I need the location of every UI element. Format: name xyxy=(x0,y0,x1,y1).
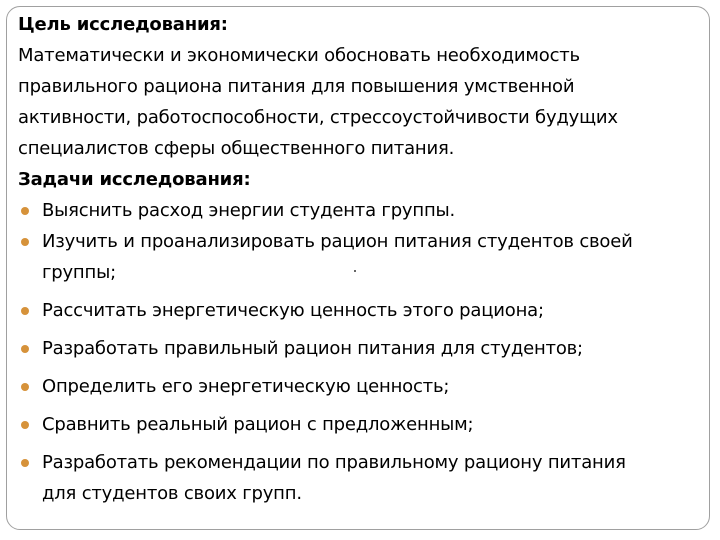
task-text: Разработать рекомендации по правильному рациону питания xyxy=(42,452,626,473)
bullet-icon xyxy=(21,383,29,391)
bullet-icon xyxy=(21,459,29,467)
bullet-icon xyxy=(21,238,29,246)
goal-text-line: Математически и экономически обосновать необходимость xyxy=(18,45,580,66)
task-item xyxy=(18,447,690,509)
task-item xyxy=(18,195,690,226)
slide-content xyxy=(18,9,690,509)
goal-text-line: активности, работоспособности, стрессоустойчивости будущих xyxy=(18,107,618,128)
bullet-icon xyxy=(21,345,29,353)
task-item xyxy=(18,226,690,288)
task-text: Разработать правильный рацион питания для студентов; xyxy=(42,338,583,359)
tasks-list xyxy=(18,195,690,509)
task-text: для студентов своих групп. xyxy=(42,483,302,504)
goal-text-line: правильного рациона питания для повышения умственной xyxy=(18,76,575,97)
task-text: группы; xyxy=(42,262,116,283)
goal-text-line: специалистов сферы общественного питания. xyxy=(18,138,455,159)
goal-heading: Цель исследования: xyxy=(18,14,228,35)
task-text: Выяснить расход энергии студента группы. xyxy=(42,200,456,221)
task-text: Изучить и проанализировать рацион питания студентов своей xyxy=(42,231,633,252)
task-text: Рассчитать энергетическую ценность этого рациона; xyxy=(42,300,544,321)
task-item xyxy=(18,333,690,364)
task-text: Сравнить реальный рацион с предложенным; xyxy=(42,414,474,435)
tasks-heading: Задачи исследования: xyxy=(18,169,251,190)
bullet-icon xyxy=(21,207,29,215)
task-item xyxy=(18,295,690,326)
bullet-icon xyxy=(21,421,29,429)
task-item xyxy=(18,371,690,402)
goal-text xyxy=(18,40,690,164)
task-item xyxy=(18,409,690,440)
task-text: Определить его энергетическую ценность; xyxy=(42,376,450,397)
stray-dot xyxy=(354,270,356,272)
bullet-icon xyxy=(21,307,29,315)
